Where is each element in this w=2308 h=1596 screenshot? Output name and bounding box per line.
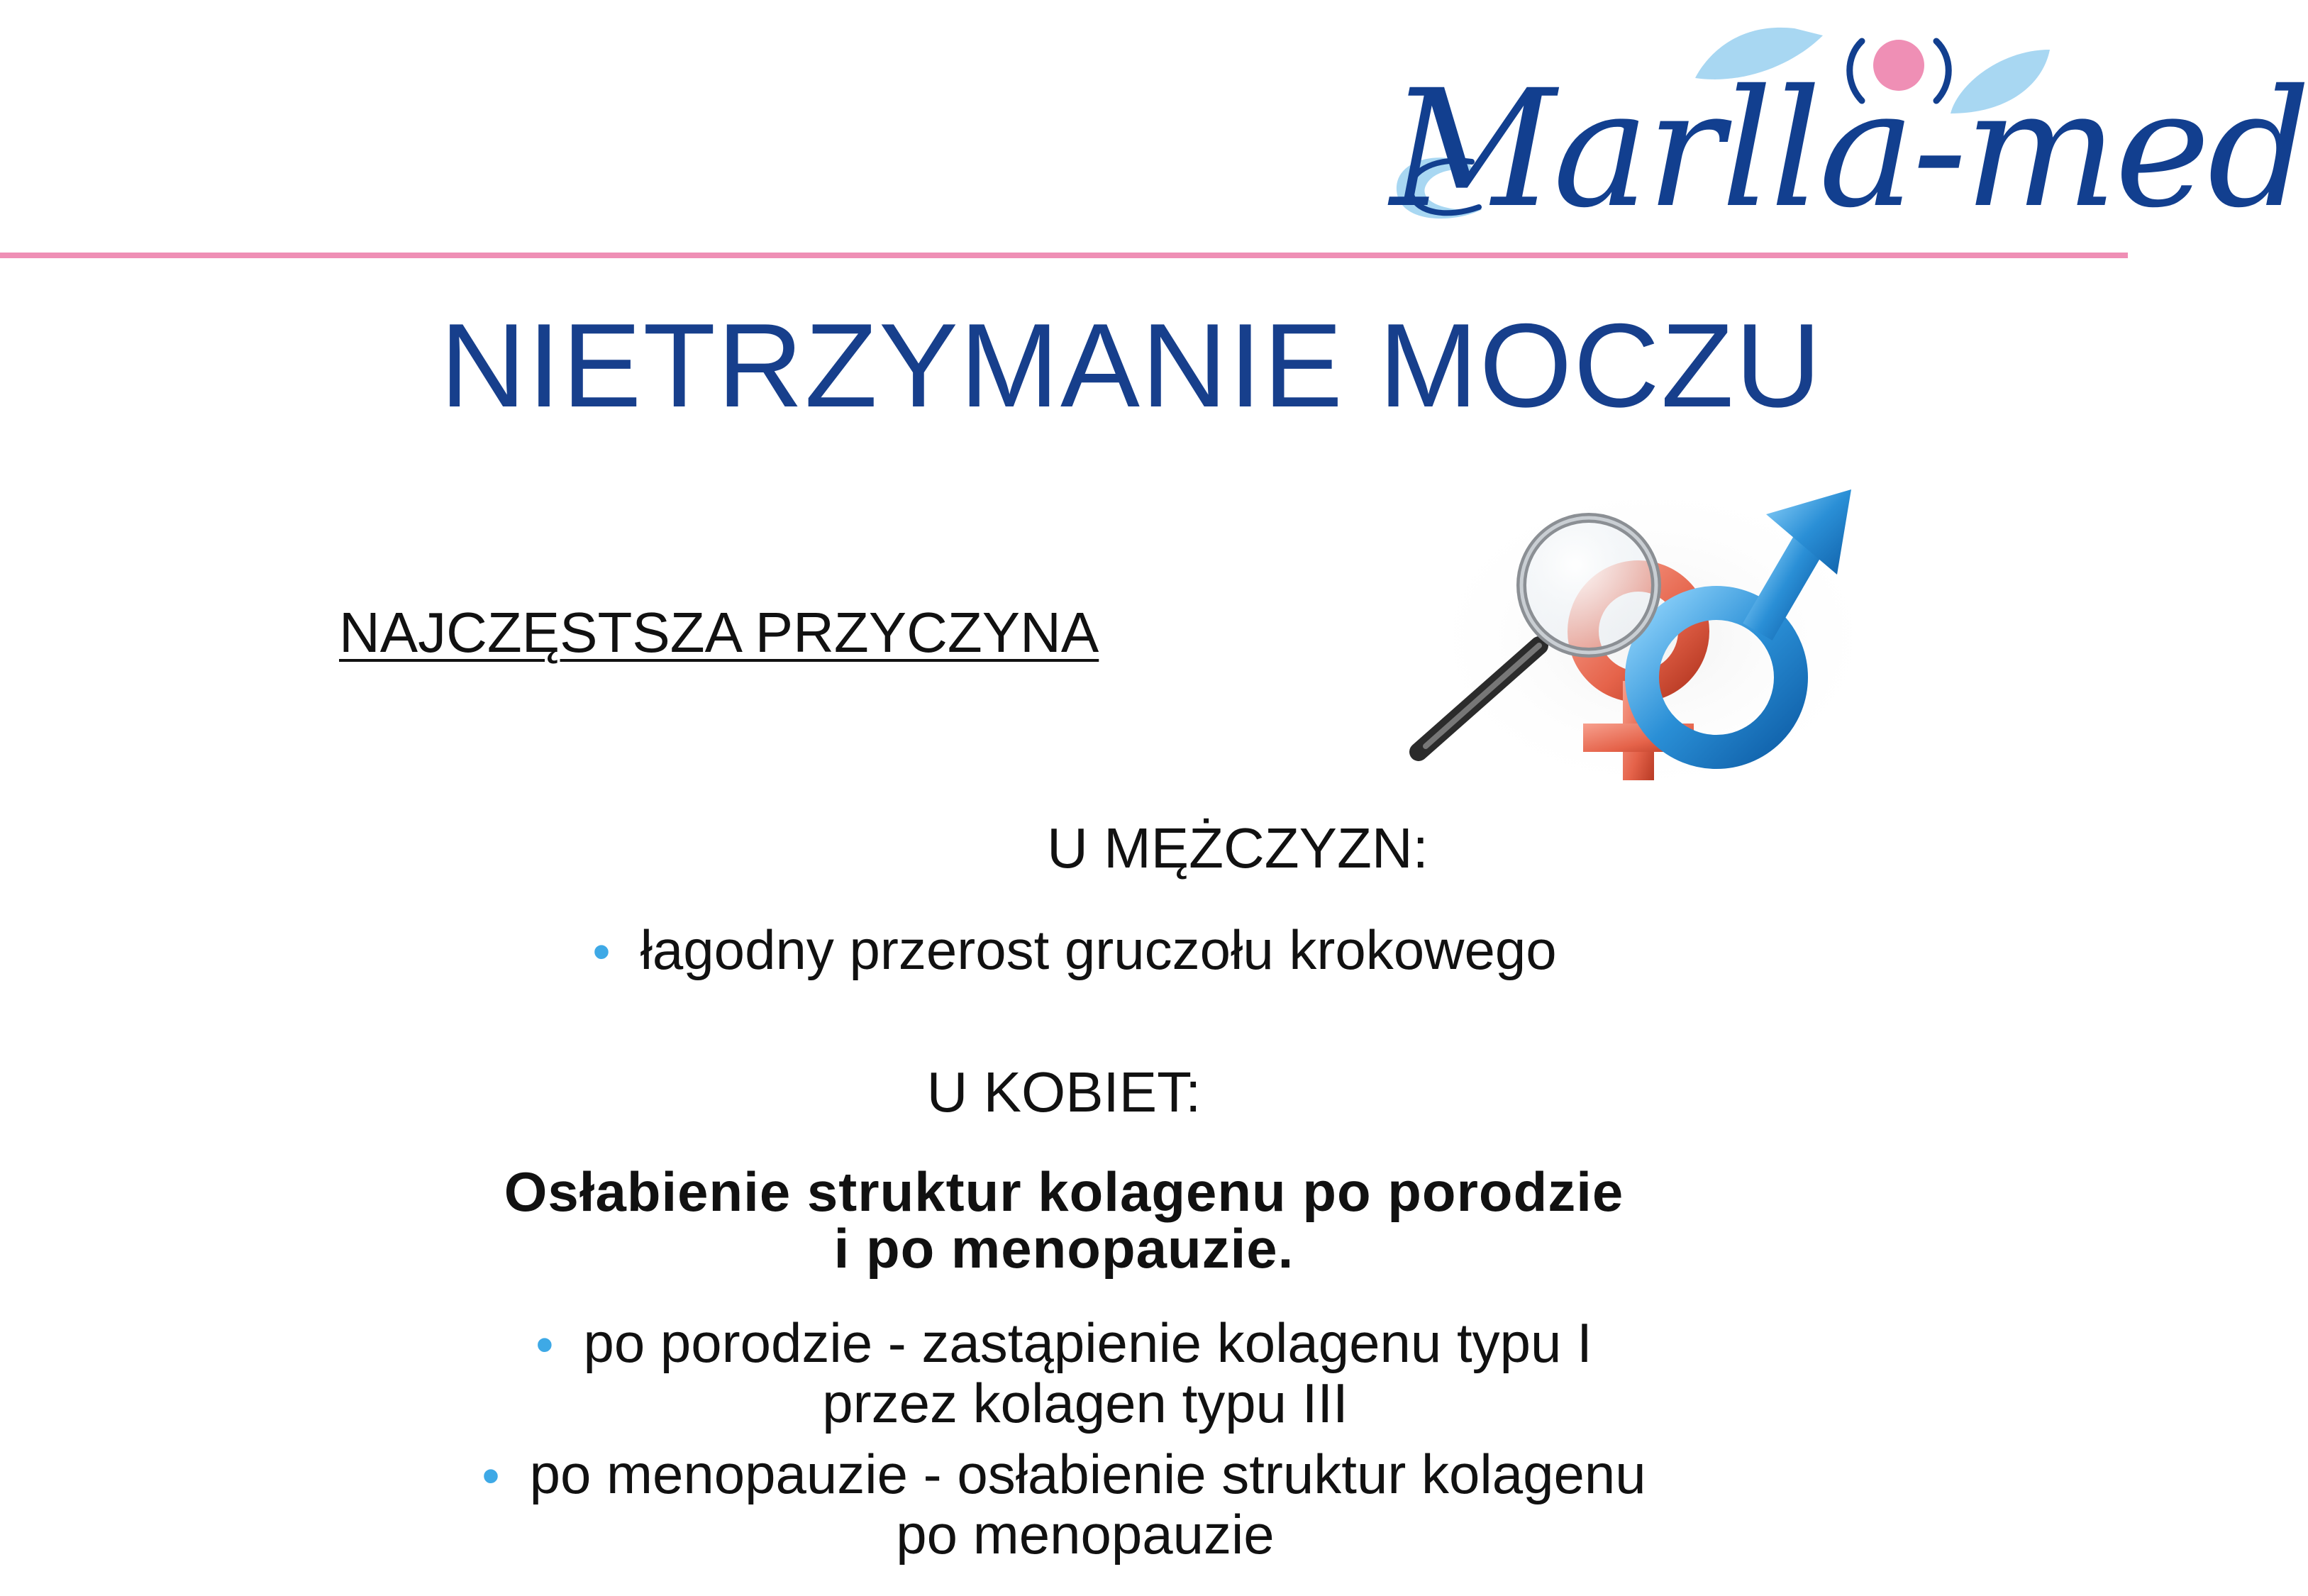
women-statement-line1: Osłabienie struktur kolagenu po porodzie bbox=[504, 1160, 1624, 1223]
list-item: • po menopauzie - osłabienie struktur kolagenu po menopauzie bbox=[482, 1443, 1646, 1565]
men-heading bbox=[0, 813, 2128, 884]
gender-magnifier-graphic bbox=[1397, 468, 1880, 809]
bullet-icon: • bbox=[592, 924, 611, 980]
women-heading-text: U KOBIET: bbox=[926, 1060, 1202, 1124]
men-heading-text: U MĘŻCZYZN: bbox=[1047, 816, 1428, 880]
header-divider bbox=[0, 253, 2128, 258]
logo-wordmark: Marlla-med bbox=[1390, 55, 2308, 243]
cause-label: NAJCZĘSTSZA PRZYCZYNA bbox=[339, 601, 1099, 664]
women-statement bbox=[0, 1160, 2128, 1280]
women-bullet-list bbox=[0, 1314, 2128, 1563]
women-heading bbox=[0, 1057, 2128, 1128]
list-item: • łagodny przerost gruczołu krokowego bbox=[592, 919, 1557, 981]
men-bullet-list bbox=[0, 921, 2128, 981]
list-item: • po porodzie - zastąpienie kolagenu typu I przez kolagen typu III bbox=[536, 1312, 1592, 1434]
bullet-icon: • bbox=[536, 1317, 554, 1373]
page-title: NIETRZYMANIE MOCZU bbox=[440, 299, 1823, 432]
bullet-icon: • bbox=[482, 1448, 500, 1504]
women-statement-line2: i po menopauzie. bbox=[833, 1217, 1294, 1280]
